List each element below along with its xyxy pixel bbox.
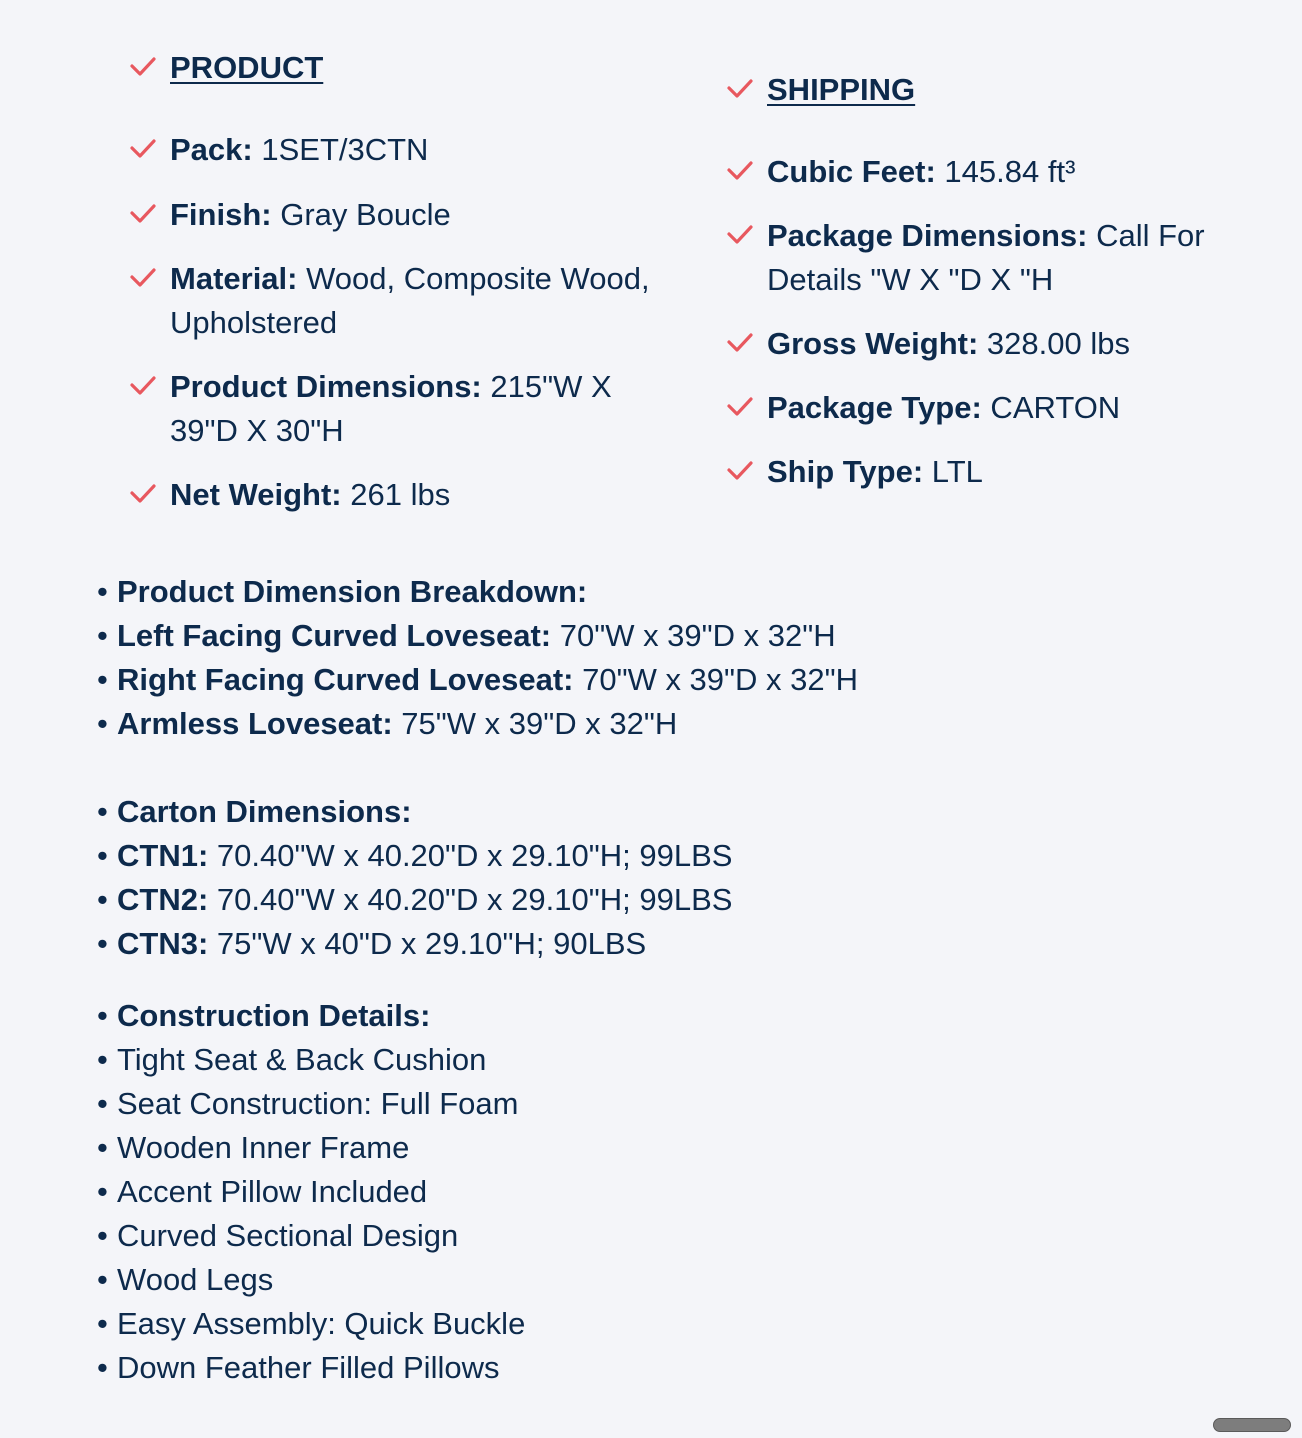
check-icon: [128, 54, 158, 80]
spec-label: Net Weight:: [170, 477, 342, 512]
spacer: [97, 966, 1197, 994]
shipping-heading-row: [723, 68, 1283, 150]
spec-value: 261 lbs: [341, 477, 451, 512]
spec-value: Call For Details "W X "D X "H: [767, 218, 1205, 297]
spec-label: Gross Weight:: [767, 326, 979, 361]
spec-value: CARTON: [981, 390, 1121, 425]
spec-value: LTL: [923, 454, 983, 489]
construction-title: • Construction Details:: [97, 998, 431, 1033]
spacer: [97, 746, 1197, 790]
spec-finish: [126, 193, 686, 257]
spec-product-dimensions: [126, 365, 686, 473]
breakdown-item: • Left Facing Curved Loveseat: 70"W x 39"D x 32"H: [97, 618, 836, 653]
check-icon: [725, 330, 755, 356]
construction-item: • Easy Assembly: Quick Buckle: [97, 1306, 526, 1341]
check-icon: [128, 481, 158, 507]
check-icon: [725, 158, 755, 184]
cartons-title: • Carton Dimensions:: [97, 794, 412, 829]
carton-item: • CTN2: 70.40"W x 40.20"D x 29.10"H; 99LBS: [97, 882, 733, 917]
carton-item: • CTN3: 75"W x 40"D x 29.10"H; 90LBS: [97, 926, 647, 961]
product-specs-column: [126, 46, 686, 537]
shipping-specs-column: [723, 68, 1283, 514]
spec-label: Pack:: [170, 132, 253, 167]
check-icon: [725, 394, 755, 420]
spec-label: Finish:: [170, 197, 272, 232]
spec-gross-weight: [723, 322, 1283, 386]
product-heading-link[interactable]: PRODUCT: [170, 50, 324, 85]
check-icon: [725, 222, 755, 248]
breakdown-item: • Right Facing Curved Loveseat: 70"W x 39"D x 32"H: [97, 662, 859, 697]
spec-value: 328.00 lbs: [978, 326, 1130, 361]
spec-package-type: [723, 386, 1283, 450]
spec-value: Wood, Composite Wood, Upholstered: [170, 261, 650, 340]
spec-label: Package Type:: [767, 390, 982, 425]
construction-item: • Tight Seat & Back Cushion: [97, 1042, 487, 1077]
construction-item: • Curved Sectional Design: [97, 1218, 459, 1253]
construction-item: • Wooden Inner Frame: [97, 1130, 410, 1165]
scrollbar-thumb[interactable]: [1213, 1418, 1291, 1432]
check-icon: [128, 265, 158, 291]
spec-label: Cubic Feet:: [767, 154, 936, 189]
construction-item: • Down Feather Filled Pillows: [97, 1350, 500, 1385]
check-icon: [725, 458, 755, 484]
carton-item: • CTN1: 70.40"W x 40.20"D x 29.10"H; 99LBS: [97, 838, 733, 873]
construction-item: • Wood Legs: [97, 1262, 274, 1297]
spec-value: 1SET/3CTN: [252, 132, 429, 167]
spec-label: Package Dimensions:: [767, 218, 1088, 253]
check-icon: [128, 373, 158, 399]
check-icon: [128, 136, 158, 162]
check-icon: [725, 76, 755, 102]
spec-label: Material:: [170, 261, 298, 296]
spec-label: Ship Type:: [767, 454, 924, 489]
spec-material: [126, 257, 686, 365]
spec-value: Gray Boucle: [271, 197, 451, 232]
breakdown-item: • Armless Loveseat: 75"W x 39"D x 32"H: [97, 706, 678, 741]
spec-value: 215"W X 39"D X 30"H: [170, 369, 612, 448]
spec-pack: [126, 128, 686, 193]
breakdown-title: • Product Dimension Breakdown:: [97, 574, 588, 609]
spec-cubic-feet: [723, 150, 1283, 214]
construction-item: • Seat Construction: Full Foam: [97, 1086, 519, 1121]
check-icon: [128, 201, 158, 227]
shipping-heading-link[interactable]: SHIPPING: [767, 72, 916, 107]
spec-label: Product Dimensions:: [170, 369, 482, 404]
product-heading-row: [126, 46, 686, 128]
spec-value: 145.84 ft³: [935, 154, 1076, 189]
construction-item: • Accent Pillow Included: [97, 1174, 428, 1209]
spec-ship-type: [723, 450, 1283, 514]
spec-net-weight: [126, 473, 686, 537]
product-details-list: [97, 570, 1197, 1390]
spec-package-dimensions: [723, 214, 1283, 322]
